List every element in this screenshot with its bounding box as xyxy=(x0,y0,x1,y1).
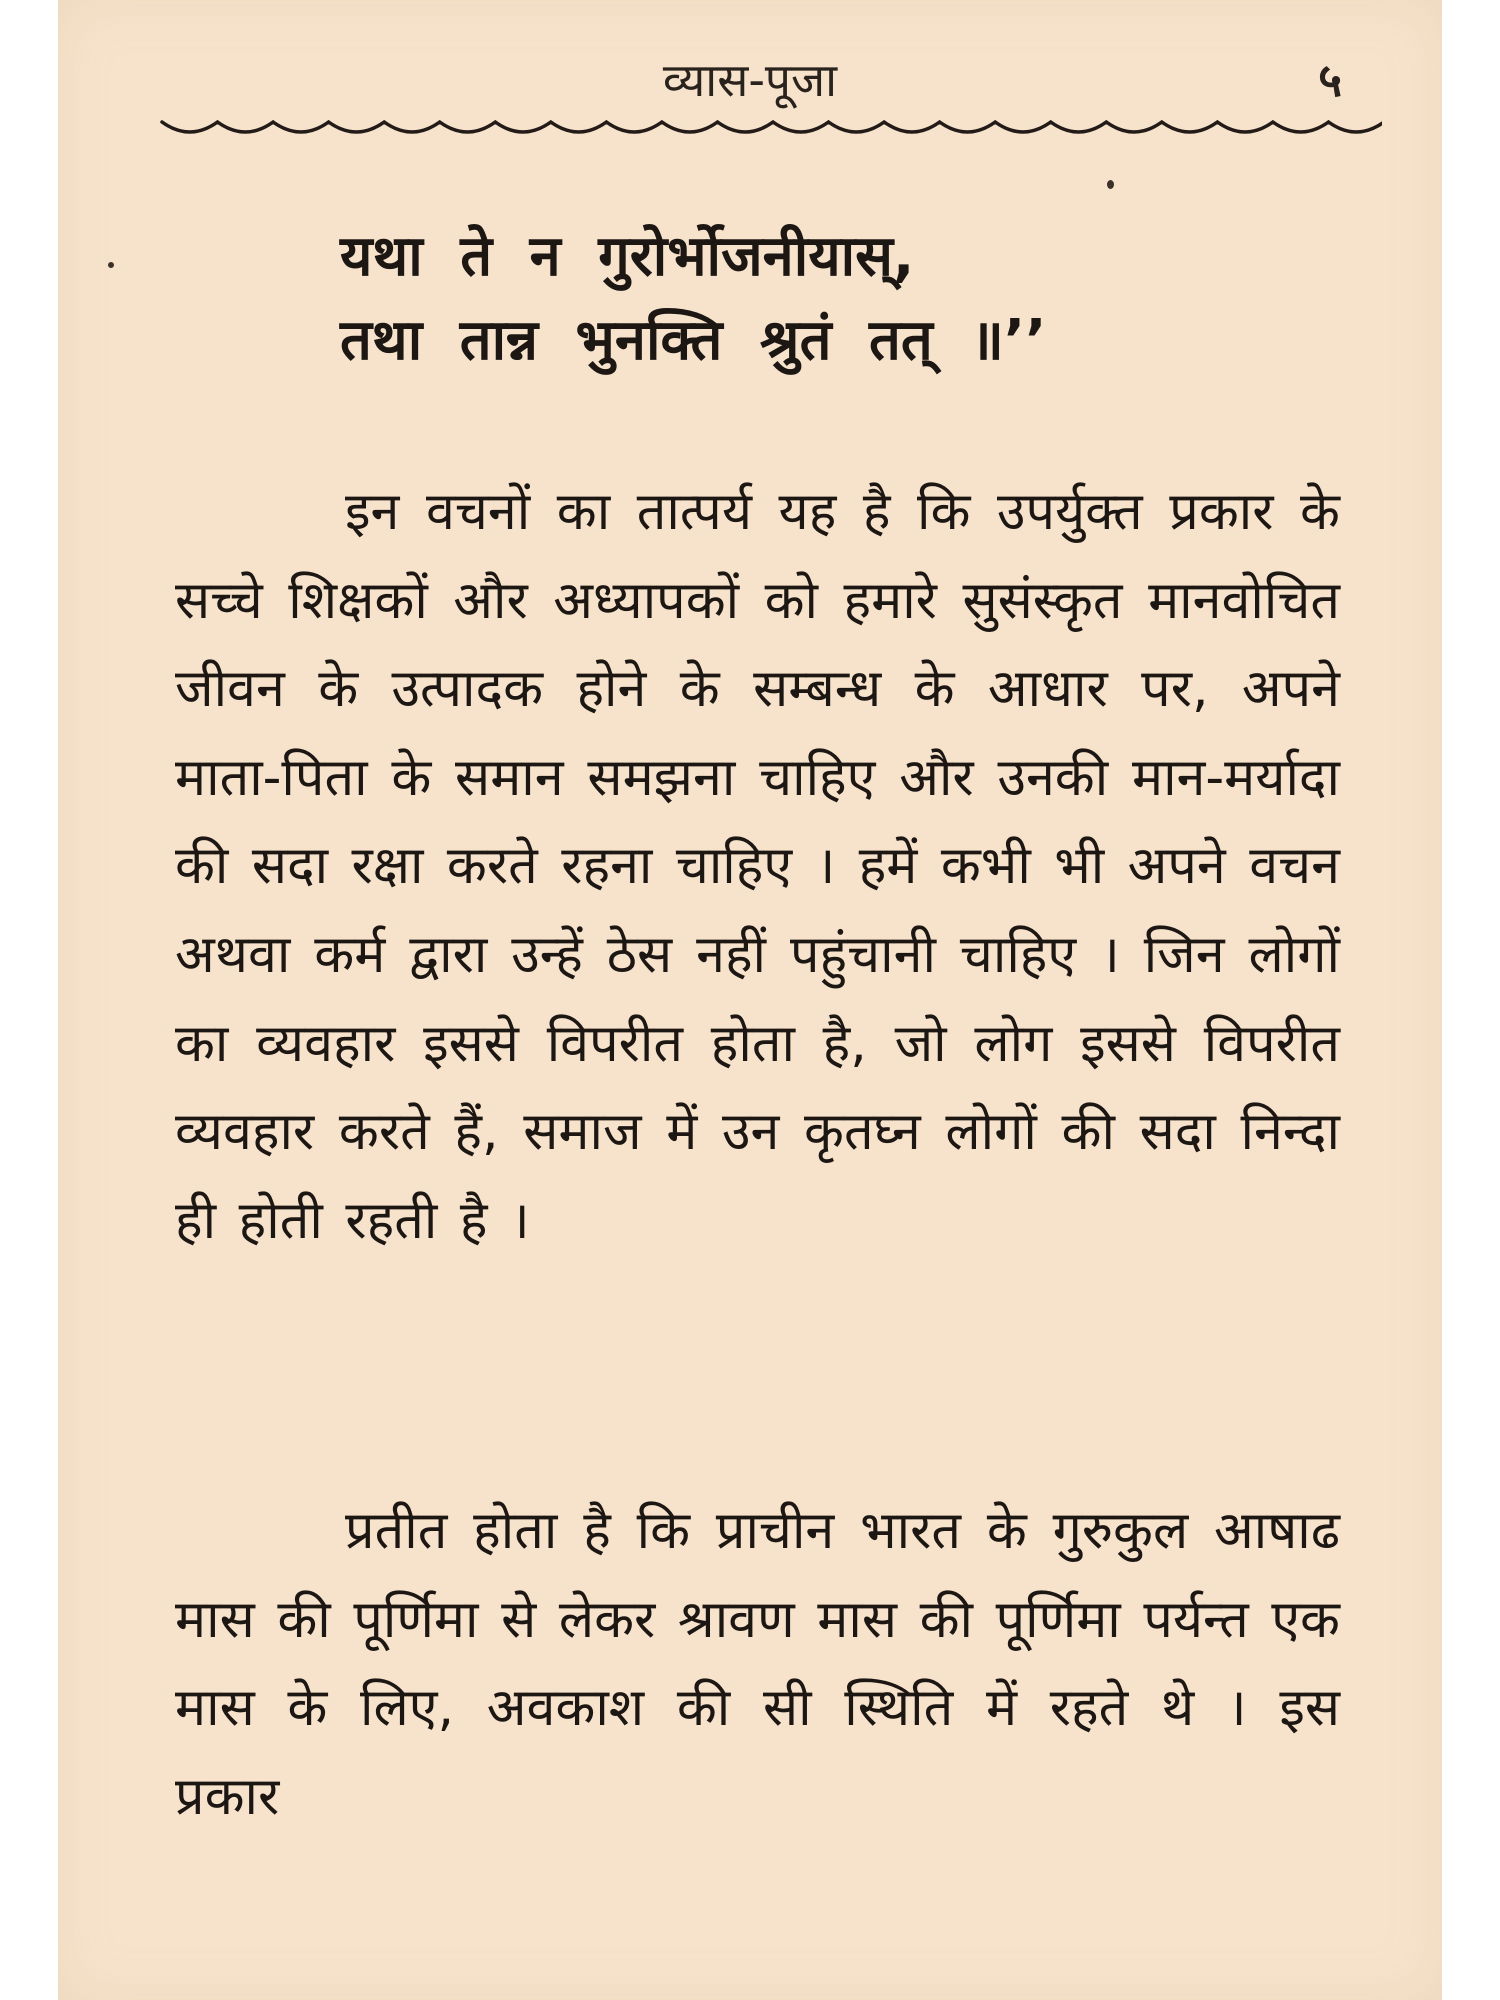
body-paragraph-1: इन वचनों का तात्पर्य यह है कि उपर्युक्त प्रकार के सच्चे शिक्षकों और अध्यापकों को हमारे सुसंस्कृत मानवोचित जीवन के उत्पादक होने के सम्बन्ध के आधार पर, अपने माता-पिता के समान समझना चाहिए और उनकी मान-मर्यादा की सदा रक्षा करते रहना चाहिए । हमें कभी भी अपने वचन अथवा कर्म द्वारा उन्हें ठेस नहीं पहुंचानी चाहिए । जिन लोगों का व्यवहार इससे विपरीत होता है, जो लोग इससे विपरीत व्यवहार करते हैं, समाज में उन कृतघ्न लोगों की सदा निन्दा ही होती रहती है । xyxy=(175,482,1340,1251)
sanskrit-verse xyxy=(340,215,1340,383)
running-title: व्यास-पूजा xyxy=(662,53,838,107)
body-paragraph-2: प्रतीत होता है कि प्राचीन भारत के गुरुकुल आषाढ मास की पूर्णिमा से लेकर श्रावण मास की पूर्णिमा पर्यन्त एक मास के लिए, अवकाश की सी स्थिति में रहते थे । इस प्रकार xyxy=(175,1501,1340,1827)
page-header xyxy=(58,40,1442,120)
verse-line-2: तथा तान्न भुनक्ति श्रुतं तत् ॥’’ xyxy=(340,308,1047,373)
verse-line-1: यथा ते न गुरोर्भोजनीयास्, xyxy=(340,224,915,289)
print-speck xyxy=(1107,180,1114,189)
wavy-header-rule xyxy=(160,112,1382,152)
page-number: ५ xyxy=(1318,53,1342,107)
print-speck xyxy=(108,262,114,268)
